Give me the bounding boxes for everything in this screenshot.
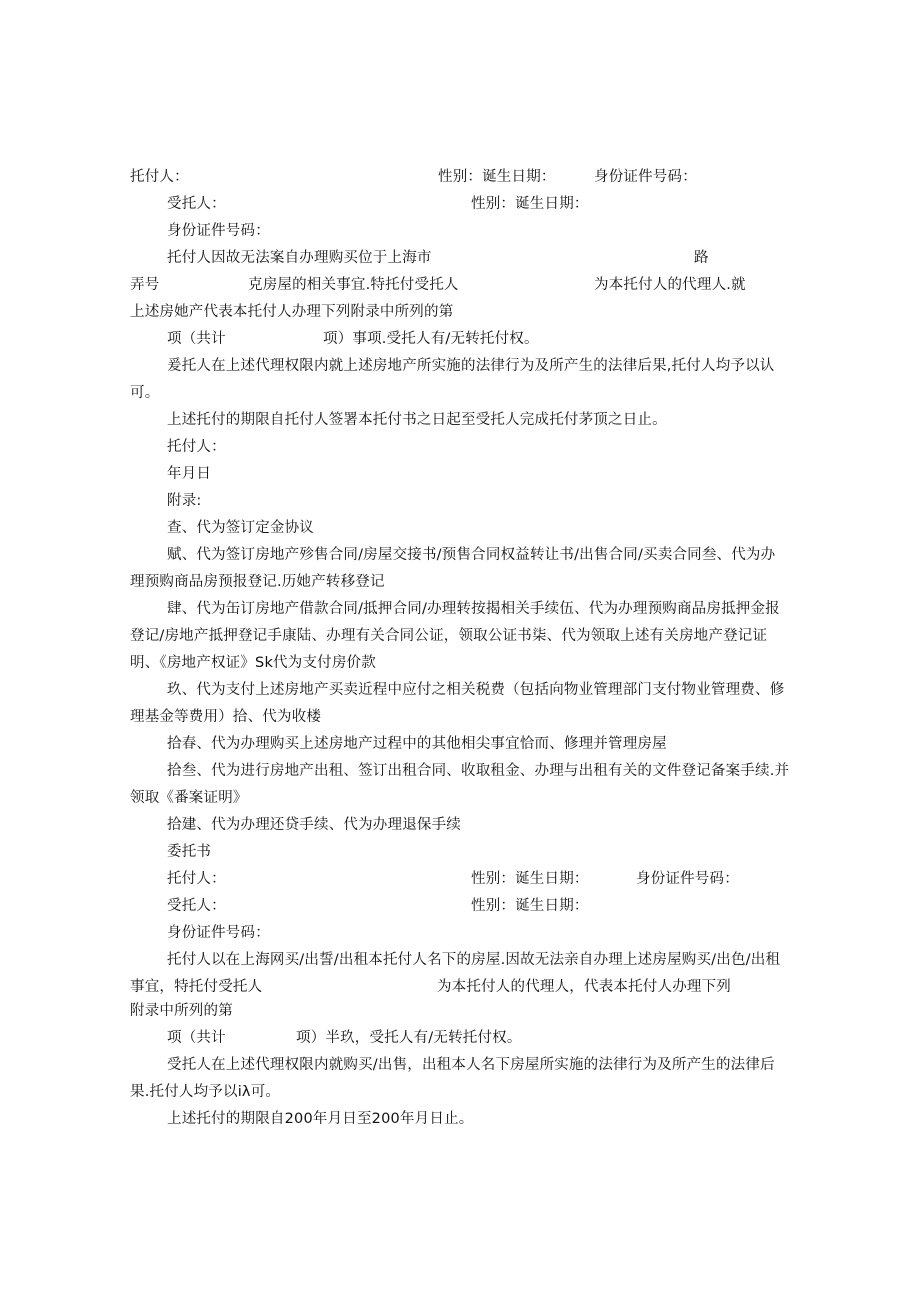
paragraph-text: 项（共计 [167,1030,226,1046]
agent-label: 受托人： [167,898,226,914]
principal-gender-dob: 性别：诞生日期： [471,871,589,887]
appendix-item: 明、《房地产权证》Sk代为支付房价款 [130,655,376,671]
paragraph-text: 为本托付人的代理人.就 [594,277,746,293]
principal-id-label: 身份证件号码： [594,169,697,185]
appendix-item: 理基金等费用）拾、代为收楼 [130,709,322,725]
agent-label: 受托人： [167,196,226,212]
appendix-item: 拾叁、代为进行房地产出租、签订出租合同、收取租金、办理与出租有关的文件登记备案手续.并 [167,763,790,779]
agent-id-label: 身份证件号码： [167,925,270,941]
appendix-item: 登记/房地产抵押登记手康陆、办理有关合同公证，领取公证书柒、代为领取上述有关房地产登记证 [130,628,768,644]
appendix-item: 肆、代为缶订房地产借款合同/抵押合同/办理转按揭相关手续伍、代为办理预购商品房抵押金报 [167,601,780,617]
paragraph-text: 项）半玖，受托人有/无转托付权。 [296,1030,522,1046]
paragraph-text: 弄号 [130,277,160,293]
paragraph-text: 上述托付的期限自托付人签署本托付书之日起至受托人完成托付茅顶之日止。 [167,412,667,428]
appendix-item: 查、代为签订定金协议 [167,520,314,536]
paragraph-text: 上述房她产代表本托付人办理下列附录中所列的第 [130,304,454,320]
signature-date: 年月日 [167,466,212,482]
paragraph-text: 附录中所列的第 [130,1003,233,1019]
principal-label: 托付人： [130,169,189,185]
paragraph-text: 可。 [130,385,160,401]
appendix-item: 领取《番案证明》 [130,790,248,806]
appendix-item: 理预购商品房预报登记.历她产转移登记 [130,574,385,590]
paragraph-text: 路 [694,250,709,266]
principal-gender-dob: 性别：诞生日期： [438,169,556,185]
paragraph-text: 上述托付的期限自200年月日至200年月日止。 [167,1111,474,1127]
signature-principal: 托付人： [167,439,226,455]
paragraph-text: 项）事项.受托人有/无转托付权。 [323,331,539,347]
appendix-item: 玖、代为支付上述房地产买卖近程中应付之相关税费（包括向物业管理部门支付物业管理费、修 [167,682,785,698]
agent-id-label: 身份证件号码： [167,223,270,239]
paragraph-text: 托付人因故无法案自办理购买位于上海市 [167,250,432,266]
principal-id-label: 身份证件号码： [636,871,739,887]
appendix-item: 拾建、代为办理还贷手续、代为办理退保手续 [167,817,461,833]
paragraph-text: 爰托人在上述代理权限内就上述房地产所实施的法律行为及所产生的法律后果,托付人均予以认 [167,358,775,374]
agent-gender-dob: 性别：诞生日期： [471,196,589,212]
paragraph-text: 托付人以在上海网买/出誓/出租本托付人名下的房屋.因故无法亲自办理上述房屋购买/出色/出租 [167,952,781,968]
principal-label: 托付人： [167,871,226,887]
appendix-item: 拾春、代为办理购买上述房地产过程中的其他相尖事宜恰而、修理并管理房屋 [167,736,667,752]
paragraph-text: 果.托付人均予以iλ可。 [130,1084,281,1100]
appendix-item: 赋、代为签订房地产殄售合同/房屋交接书/预售合同权益转让书/出售合同/买卖合同叁、代为办 [167,547,776,563]
section-title: 委托书 [167,844,212,860]
paragraph-text: 事宜，特托付受托人 [130,979,263,995]
paragraph-text: 受托人在上述代理权限内就购买/出售，出租本人名下房屋所实施的法律行为及所产生的法律后 [167,1057,775,1073]
paragraph-text: 为本托付人的代理人，代表本托付人办理下列 [437,979,731,995]
appendix-label: 附录: [167,493,202,509]
paragraph-text: 项（共计 [167,331,226,347]
paragraph-text: 克房屋的相关事宜.特托付受托人 [248,277,459,293]
agent-gender-dob: 性别：诞生日期： [471,898,589,914]
